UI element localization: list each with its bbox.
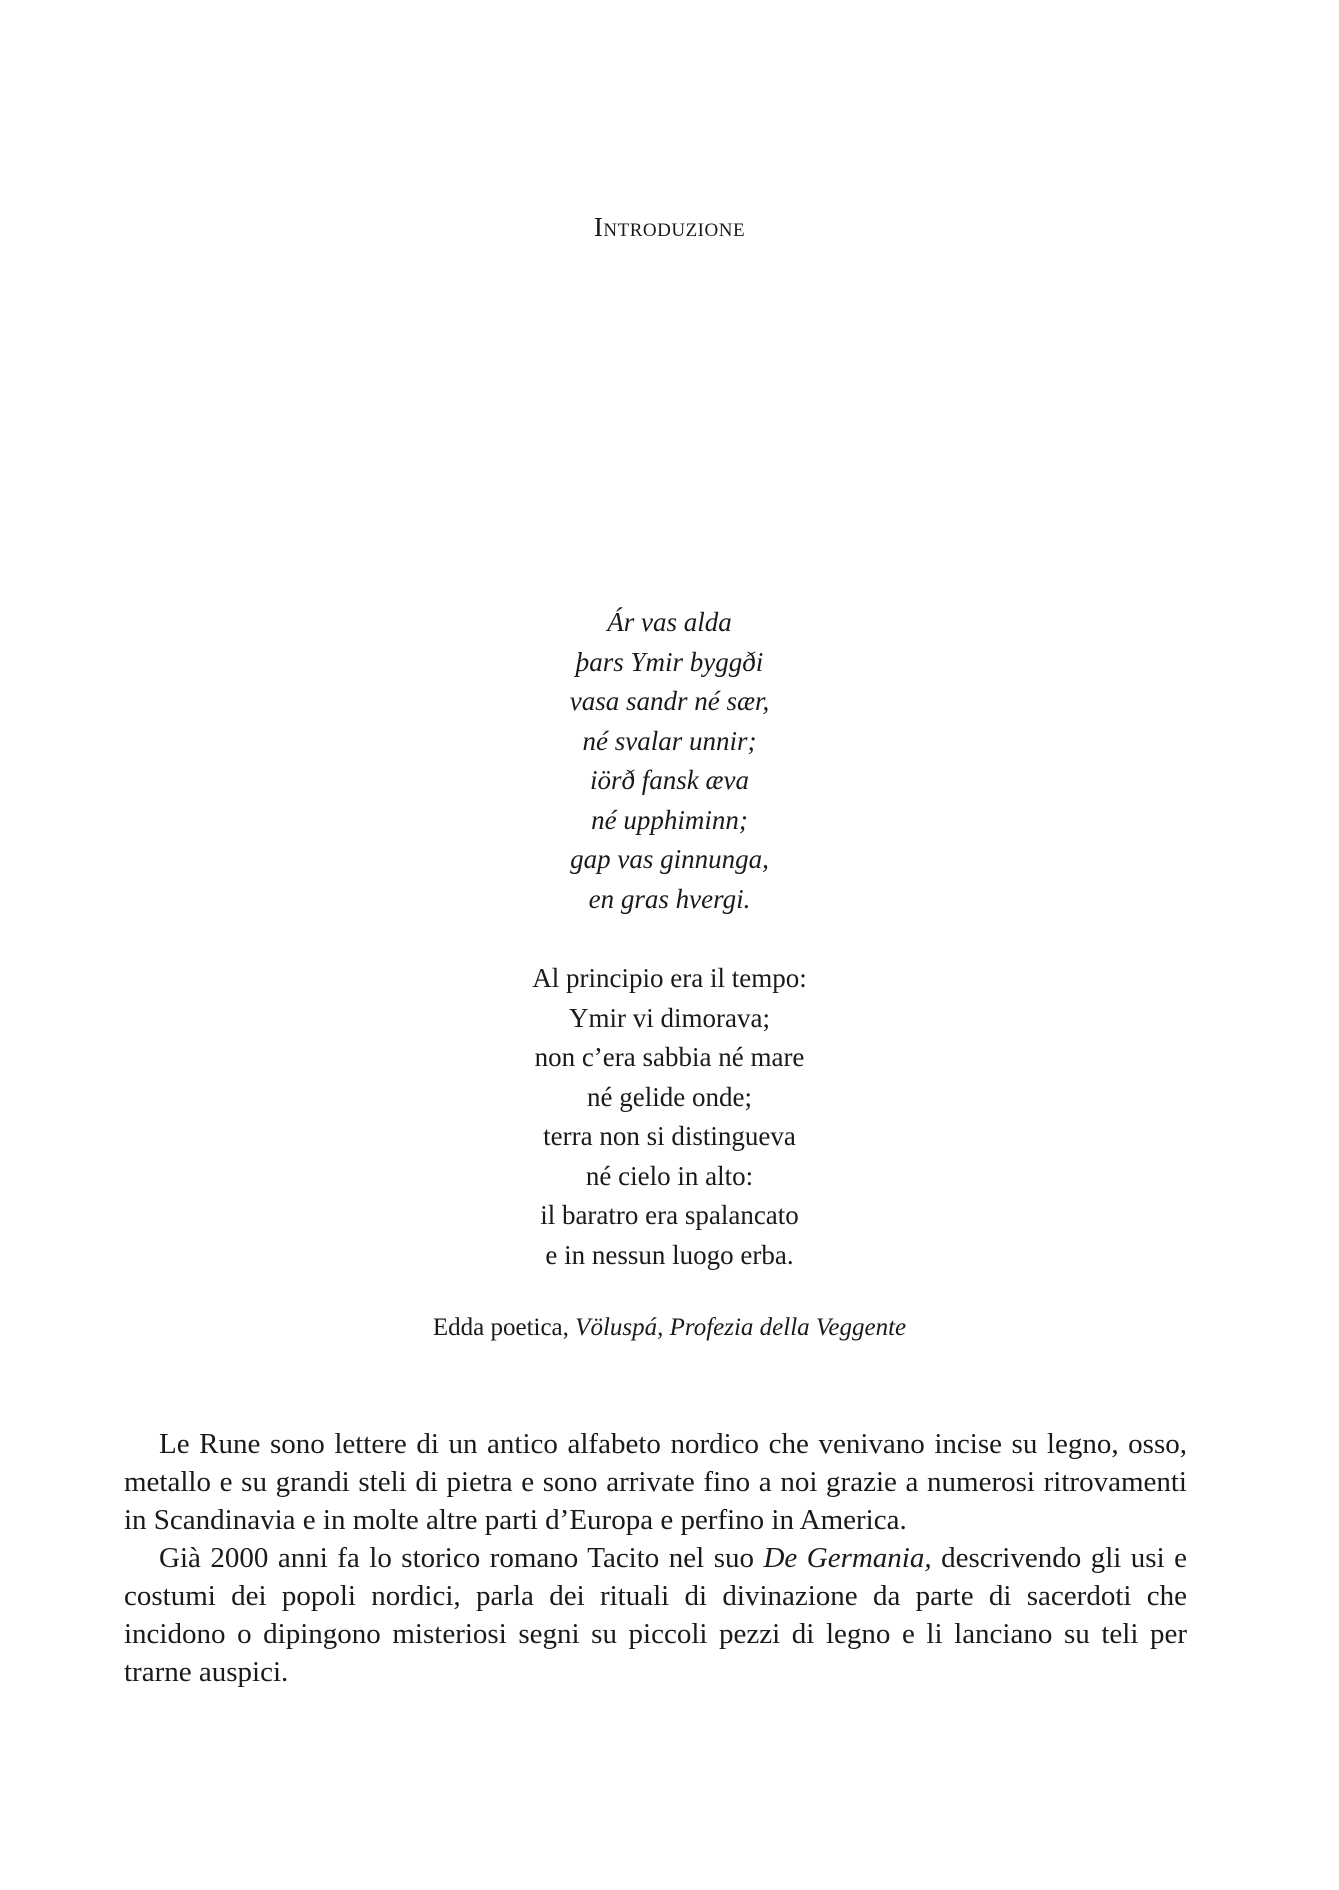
poem-line: Ymir vi dimorava; <box>569 1002 770 1033</box>
body-text <box>124 1425 1187 1691</box>
poem-line: né cielo in alto: <box>585 1160 754 1191</box>
poem-line: Ár vas alda <box>607 607 732 637</box>
paragraph-text: Già 2000 anni fa lo storico romano Tacito nel suo <box>159 1542 764 1574</box>
paragraph: Le Rune sono lettere di un antico alfabeto nordico che venivano incise su legno, osso, metallo e su grandi steli di pietra e sono arrivate fino a noi grazie a numerosi ritrovamenti in Scandinavia e in molte altre parti d’Europa e perfino in America. <box>124 1428 1187 1536</box>
poem-original-norse <box>0 603 1339 919</box>
poem-line: þars Ymir byggði <box>575 646 764 677</box>
attribution-source: Edda poetica, <box>432 1314 569 1341</box>
poem-line: terra non si distingueva <box>543 1121 796 1151</box>
chapter-title: Introduzione <box>593 212 746 242</box>
paragraph-text: descrivendo gli usi e costumi dei popoli nordici, parla dei rituali di divinazione da parte di sacerdoti che incidono o dipingono misteriosi segni su piccoli pezzi di legno e li lanciano su teli per trarne auspici. <box>124 1542 1187 1688</box>
poem-line: il baratro era spalancato <box>540 1200 799 1230</box>
poem-line: né gelide onde; <box>587 1081 752 1112</box>
attribution-work-title: Völuspá, Profezia della Veggente <box>575 1314 907 1341</box>
poem-line: vasa sandr né sær, <box>569 686 770 716</box>
paragraph <box>124 1539 1187 1691</box>
poem-line: né upphiminn; <box>591 804 748 835</box>
poem-line: e in nessun luogo erba. <box>545 1239 794 1270</box>
book-title: De Germania, <box>763 1542 932 1574</box>
poem-translation-italian <box>0 959 1339 1275</box>
poem-line: gap vas ginnunga, <box>570 844 769 874</box>
poem-line: né svalar unnir; <box>582 725 757 756</box>
poem-line: non c’era sabbia né mare <box>534 1042 805 1072</box>
poem-attribution <box>0 1310 1339 1346</box>
poem-line: iörð fansk æva <box>590 765 749 795</box>
poem-line: Al principio era il tempo: <box>532 963 807 993</box>
poem-line: en gras hvergi. <box>588 883 751 914</box>
